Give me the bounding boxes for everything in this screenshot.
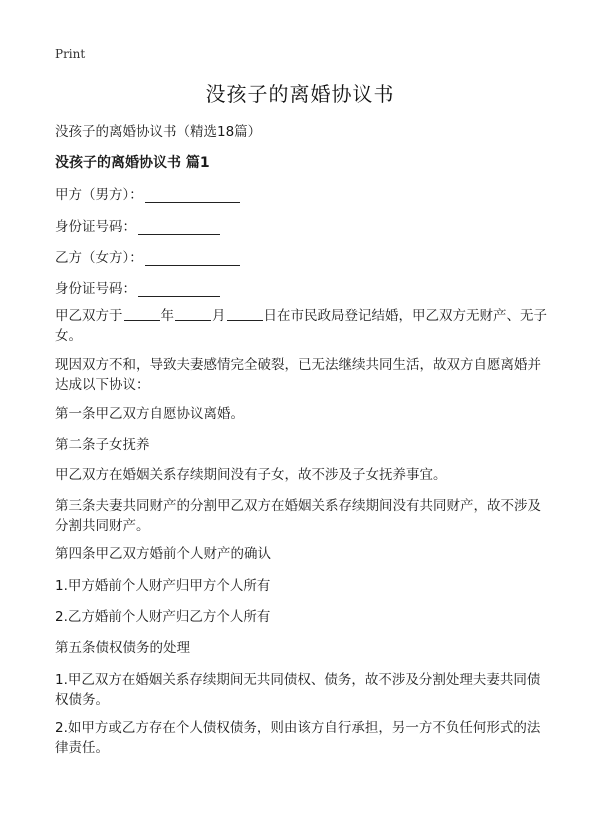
paragraph: 第一条甲乙双方自愿协议离婚。 xyxy=(55,406,244,422)
clause-text: 甲乙双方于 xyxy=(55,308,123,324)
day-blank xyxy=(227,307,263,321)
fill-in-blank xyxy=(138,282,220,297)
paragraph: 2.如甲方或乙方存在个人债权债务，则由该方自行承担，另一方不负任何形式的法律责任。 xyxy=(55,720,541,756)
field-id-b xyxy=(55,277,220,297)
marriage-clause xyxy=(55,306,550,346)
clause-text: 年 xyxy=(160,308,174,324)
field-party-a xyxy=(55,183,240,203)
clause-text: 日在市民政局登记结婚，甲乙双方无财产、无子女。 xyxy=(55,308,547,344)
paragraph: 第五条债权债务的处理 xyxy=(55,640,190,656)
paragraph: 现因双方不和，导致夫妻感情完全破裂，已无法继续共同生活，故双方自愿离婚并达成以下协议： xyxy=(55,357,541,393)
paragraph: 1.甲方婚前个人财产归甲方个人所有 xyxy=(55,578,271,594)
fill-in-blank xyxy=(145,251,240,266)
field-label: 乙方（女方）： xyxy=(55,250,143,266)
section-heading: 没孩子的离婚协议书 篇1 xyxy=(55,155,210,171)
print-link[interactable]: Print xyxy=(55,47,86,61)
field-id-a xyxy=(55,215,220,235)
document-subtitle: 没孩子的离婚协议书（精选18篇） xyxy=(55,124,262,140)
year-blank xyxy=(124,307,160,321)
clause-text: 月 xyxy=(212,308,226,324)
field-party-b xyxy=(55,246,240,266)
fill-in-blank xyxy=(138,220,220,235)
field-label: 甲方（男方）： xyxy=(55,187,143,203)
fill-in-blank xyxy=(145,188,240,203)
month-blank xyxy=(175,307,211,321)
paragraph: 第二条子女抚养 xyxy=(55,437,150,453)
paragraph: 第三条夫妻共同财产的分割甲乙双方在婚姻关系存续期间没有共同财产，故不涉及分割共同财产。 xyxy=(55,498,541,534)
field-label: 身份证号码： xyxy=(55,281,136,297)
paragraph: 甲乙双方在婚姻关系存续期间没有子女，故不涉及子女抚养事宜。 xyxy=(55,467,447,483)
paragraph: 1.甲乙双方在婚姻关系存续期间无共同债权、债务，故不涉及分割处理夫妻共同债权债务。 xyxy=(55,672,541,708)
document-title: 没孩子的离婚协议书 xyxy=(205,82,395,106)
paragraph: 2.乙方婚前个人财产归乙方个人所有 xyxy=(55,609,271,625)
field-label: 身份证号码： xyxy=(55,219,136,235)
paragraph: 第四条甲乙双方婚前个人财产的确认 xyxy=(55,546,271,562)
